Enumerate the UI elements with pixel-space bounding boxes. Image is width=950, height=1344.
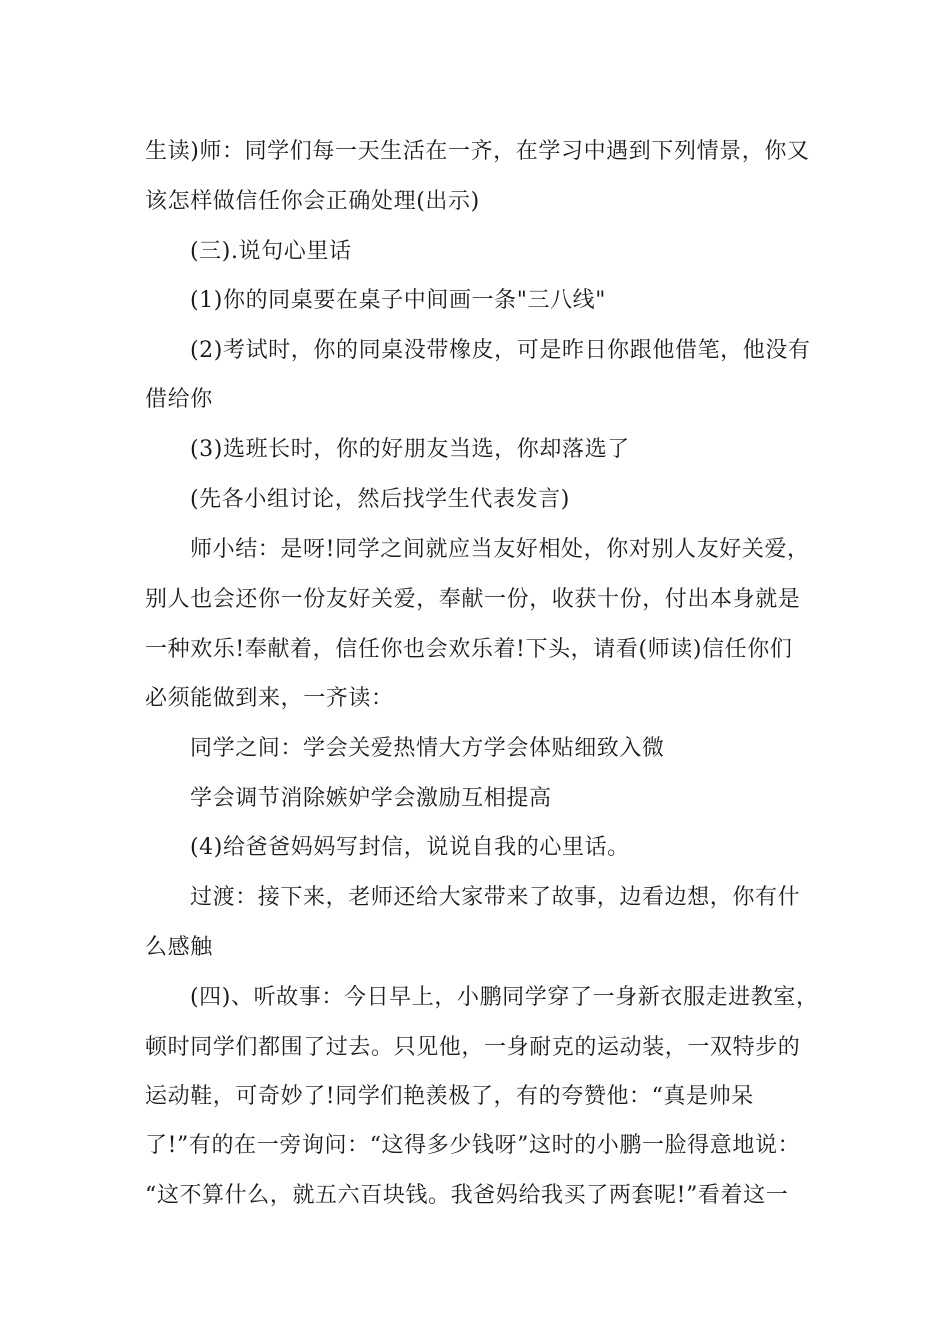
text-line: (1)你的同桌要在桌子中间画一条"三八线" (190, 288, 607, 313)
section-heading: (四)、听故事：今日早上，小鹏同学穿了一身新衣服走进教室， (190, 985, 819, 1010)
section-heading: (三).说句心里话 (190, 239, 352, 264)
text-line: 一种欢乐!奉献着，信任你也会欢乐着!下头，请看(师读)信任你们 (145, 637, 793, 662)
text-line: 学会调节消除嫉妒学会激励互相提高 (190, 786, 552, 811)
text-line: (3)选班长时，你的好朋友当选，你却落选了 (190, 437, 630, 462)
text-line: 么感触 (145, 935, 213, 960)
text-line: 师小结：是呀!同学之间就应当友好相处，你对别人友好关爱， (190, 537, 810, 562)
text-line: 顿时同学们都围了过去。只见他，一身耐克的运动装，一双特步的 (145, 1035, 801, 1060)
text-line: 必须能做到来，一齐读： (145, 686, 394, 711)
text-line: 借给你 (145, 387, 213, 412)
text-line: (4)给爸爸妈妈写封信，说说自我的心里话。 (190, 835, 630, 860)
text-line: 过渡：接下来，老师还给大家带来了故事，边看边想，你有什 (190, 885, 801, 910)
text-line: “这不算什么，就五六百块钱。我爸妈给我买了两套呢!”看着这一 (145, 1183, 789, 1208)
text-line: 别人也会还你一份友好关爱，奉献一份，收获十份，付出本身就是 (145, 587, 801, 612)
text-line: 生读)师：同学们每一天生活在一齐，在学习中遇到下列情景，你又 (145, 139, 810, 164)
text-line: (先各小组讨论，然后找学生代表发言) (190, 487, 570, 512)
text-line: (2)考试时，你的同桌没带橡皮，可是昨日你跟他借笔，他没有 (190, 338, 811, 363)
text-line: 运动鞋，可奇妙了!同学们艳羡极了，有的夸赞他：“真是帅呆 (145, 1084, 754, 1109)
text-line: 同学之间：学会关爱热情大方学会体贴细致入微 (190, 736, 665, 761)
text-line: 了!”有的在一旁询问：“这得多少钱呀”这时的小鹏一脸得意地说： (145, 1133, 801, 1158)
text-line: 该怎样做信任你会正确处理(出示) (145, 189, 480, 214)
